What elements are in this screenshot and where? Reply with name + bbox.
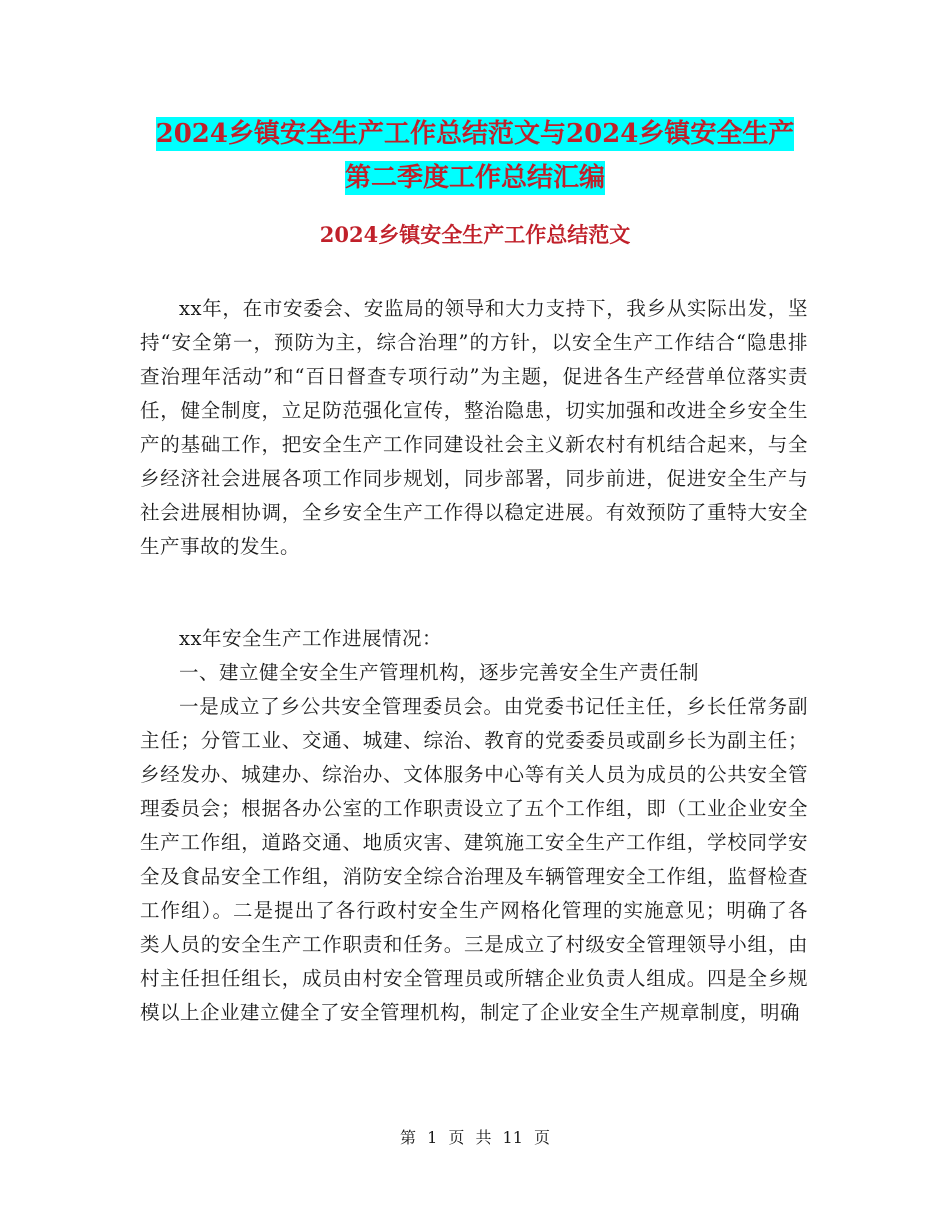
document-title-line1: 2024乡镇安全生产工作总结范文与2024乡镇安全生产 <box>155 119 795 149</box>
page-footer: 第 1 页 共 11 页 <box>400 1128 550 1147</box>
paragraph-intro: xx年，在市安委会、安监局的领导和大力支持下，我乡从实际出发，坚持“安全第一，预防为主，综合治理”的方针，以安全生产工作结合“隐患排查治理年活动”和“百日督查专项行动”为主题，促进各生产经营单位落实责任，健全制度，立足防范强化宣传，整治隐患，切实加强和改进全乡安全生产的基础工作，把安全生产工作同建设社会主义新农村有机结合起来，与全乡经济社会进展各项工作同步规划，同步部署，同步前进，促进安全生产与社会进展相协调，全乡安全生产工作得以稳定进展。有效预防了重特大安全生产事故的发生。 <box>140 297 808 558</box>
paragraph-status-heading: xx年安全生产工作进展情况： <box>179 627 442 650</box>
paragraph-item-one: 一是成立了乡公共安全管理委员会。由党委书记任主任，乡长任常务副主任；分管工业、交通、城建、综治、教育的党委委员或副乡长为副主任；乡经发办、城建办、综治办、文体服务中心等有关人员为成员的公共安全管理委员会；根据各办公室的工作职责设立了五个工作组，即（工业企业安全生产工作组，道路交通、地质灾害、建筑施工安全生产工作组，学校同学安全及食品安全工作组，消防安全综合治理及车辆管理安全工作组，监督检查工作组）。二是提出了各行政村安全生产网格化管理的实施意见；明确了各类人员的安全生产工作职责和任务。三是成立了村级安全管理领导小组，由村主任担任组长，成员由村安全管理员或所辖企业负责人组成。四是全乡规模以上企业建立健全了安全管理机构，制定了企业安全生产规章制度，明确 <box>140 695 808 1024</box>
document-title-line2: 第二季度工作总结汇编 <box>344 163 605 193</box>
paragraph-heading-one: 一、建立健全安全生产管理机构，逐步完善安全生产责任制 <box>179 661 700 684</box>
document-title <box>140 112 810 200</box>
section-title: 2024乡镇安全生产工作总结范文 <box>319 222 631 247</box>
